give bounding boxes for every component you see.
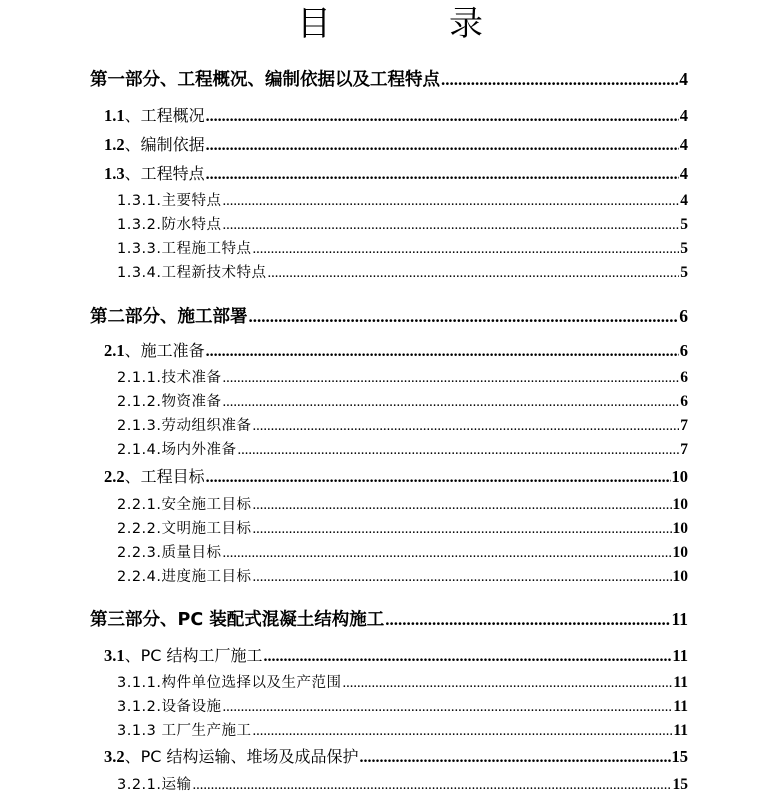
toc-entry-title: 3.1.2.设备设施: [117, 699, 222, 715]
toc-entry-number: 2.1: [104, 341, 125, 360]
toc-entry-title: 、工程目标: [124, 467, 205, 486]
toc-leader-dots: [253, 520, 672, 538]
toc-entry[interactable]: [90, 776, 688, 794]
toc-entry[interactable]: [90, 164, 688, 185]
toc-entry-title: 第二部分、施工部署: [90, 307, 248, 327]
toc-entry-number: 2.2: [104, 467, 125, 486]
toc-entry[interactable]: [90, 240, 688, 258]
toc-entry[interactable]: [90, 441, 688, 459]
toc-leader-dots: [360, 748, 671, 768]
toc-leader-dots: [238, 441, 680, 459]
toc-entry-title: 、PC 结构工厂施工: [124, 646, 263, 665]
toc-entry-title: 、编制依据: [124, 135, 205, 154]
toc-page-number: 10: [672, 568, 688, 585]
toc-entry-title: 1.3.1.主要特点: [117, 193, 222, 209]
toc-entry[interactable]: [90, 496, 688, 514]
toc-page-number: 6: [679, 306, 688, 326]
toc-entry-title: 2.2.1.安全施工目标: [117, 497, 252, 513]
toc-entry[interactable]: [90, 216, 688, 234]
toc-entry[interactable]: [90, 608, 688, 631]
toc-leader-dots: [253, 568, 672, 586]
toc-leader-dots: [223, 698, 673, 716]
toc-leader-dots: [253, 496, 672, 514]
toc-leader-dots: [441, 69, 678, 91]
toc-leader-dots: [253, 417, 680, 435]
toc-entry-title: 第三部分、PC 装配式混凝土结构施工: [90, 610, 385, 630]
toc-entry[interactable]: [90, 722, 688, 740]
toc-page-number: 15: [671, 747, 688, 766]
toc-leader-dots: [223, 544, 672, 562]
toc-leader-dots: [223, 369, 680, 387]
toc-entry-title: 2.1.1.技术准备: [117, 370, 222, 386]
toc-page-number: 4: [680, 192, 688, 209]
toc-entry-title: 、施工准备: [124, 341, 205, 360]
toc-entry[interactable]: [90, 369, 688, 387]
toc-entry[interactable]: [90, 341, 688, 362]
toc-leader-dots: [206, 342, 679, 362]
toc-entry[interactable]: [90, 646, 688, 667]
toc-page-number: 7: [680, 417, 688, 434]
toc-entry[interactable]: [90, 135, 688, 156]
toc-leader-dots: [206, 107, 679, 127]
toc-page-number: 5: [680, 264, 688, 281]
toc-entry-title: 1.3.3.工程施工特点: [117, 241, 252, 257]
toc-entry-title: 、PC 结构运输、堆场及成品保护: [124, 747, 359, 766]
toc-entry-title: 3.2.1.运输: [117, 777, 192, 793]
toc-leader-dots: [249, 306, 679, 328]
toc-leader-dots: [223, 393, 680, 411]
toc-page-number: 5: [680, 240, 688, 257]
toc-entry-title: 第一部分、工程概况、编制依据以及工程特点: [90, 70, 440, 90]
toc-page-number: 4: [679, 135, 688, 154]
toc-entry[interactable]: [90, 305, 688, 328]
toc-page-number: 10: [672, 520, 688, 537]
toc-page-number: 11: [673, 698, 688, 715]
toc-entry[interactable]: [90, 698, 688, 716]
toc-page-number: 4: [679, 106, 688, 125]
toc-entry-title: 2.1.2.物资准备: [117, 394, 222, 410]
toc-page-number: 7: [680, 441, 688, 458]
toc-entry-number: 1.1: [104, 106, 125, 125]
toc-page-number: 4: [679, 164, 688, 183]
toc-leader-dots: [223, 192, 680, 210]
toc-entry[interactable]: [90, 264, 688, 282]
toc-page-number: 15: [672, 776, 688, 793]
toc-entry[interactable]: [90, 674, 688, 692]
page-title: 目 录: [297, 4, 525, 44]
toc-entry-title: 1.3.2.防水特点: [117, 217, 222, 233]
toc-entry[interactable]: [90, 544, 688, 562]
toc-entry-title: 2.2.3.质量目标: [117, 545, 222, 561]
toc-entry-number: 1.3: [104, 164, 125, 183]
toc-leader-dots: [206, 165, 679, 185]
toc-entry[interactable]: [90, 417, 688, 435]
toc-entry-title: 1.3.4.工程新技术特点: [117, 265, 267, 281]
toc-entry-title: 、工程概况: [124, 106, 205, 125]
toc-entry-title: 2.1.3.劳动组织准备: [117, 418, 252, 434]
toc-leader-dots: [206, 468, 671, 488]
toc-entry[interactable]: [90, 68, 688, 91]
toc-leader-dots: [343, 674, 673, 692]
toc-leader-dots: [223, 216, 680, 234]
toc-page-number: 6: [680, 393, 688, 410]
toc-entry[interactable]: [90, 192, 688, 210]
toc-leader-dots: [206, 136, 679, 156]
toc-page-number: 10: [672, 544, 688, 561]
toc-entry-title: 2.1.4.场内外准备: [117, 442, 237, 458]
toc-page-number: 4: [679, 69, 688, 89]
toc-entry-title: 2.2.4.进度施工目标: [117, 569, 252, 585]
toc-page-number: 5: [680, 216, 688, 233]
toc-entry-title: 2.2.2.文明施工目标: [117, 521, 252, 537]
toc-entry[interactable]: [90, 520, 688, 538]
toc-page-number: 10: [672, 496, 688, 513]
toc-entry[interactable]: [90, 393, 688, 411]
toc-page-number: 11: [673, 674, 688, 691]
toc-page-number: 11: [673, 722, 688, 739]
toc-entry-title: 3.1.1.构件单位选择以及生产范围: [117, 675, 342, 691]
toc-page-number: 11: [671, 609, 688, 629]
toc-leader-dots: [253, 722, 673, 740]
toc-page-number: 6: [679, 341, 688, 360]
toc-entry[interactable]: [90, 568, 688, 586]
toc-entry-title: 3.1.3 工厂生产施工: [117, 723, 252, 739]
toc-leader-dots: [268, 264, 680, 282]
toc-page-number: 11: [672, 646, 688, 665]
toc-entry-number: 3.1: [104, 646, 125, 665]
toc-entry[interactable]: [90, 467, 688, 488]
toc-entry[interactable]: [90, 747, 688, 768]
toc-page-number: 6: [680, 369, 688, 386]
toc-entry-number: 3.2: [104, 747, 125, 766]
toc-leader-dots: [264, 647, 672, 667]
toc-entry-title: 、工程特点: [124, 164, 205, 183]
toc-leader-dots: [253, 240, 680, 258]
toc-page-number: 10: [671, 467, 688, 486]
toc-entry[interactable]: [90, 106, 688, 127]
toc-leader-dots: [385, 609, 670, 631]
toc-entry-number: 1.2: [104, 135, 125, 154]
toc-leader-dots: [193, 776, 672, 794]
